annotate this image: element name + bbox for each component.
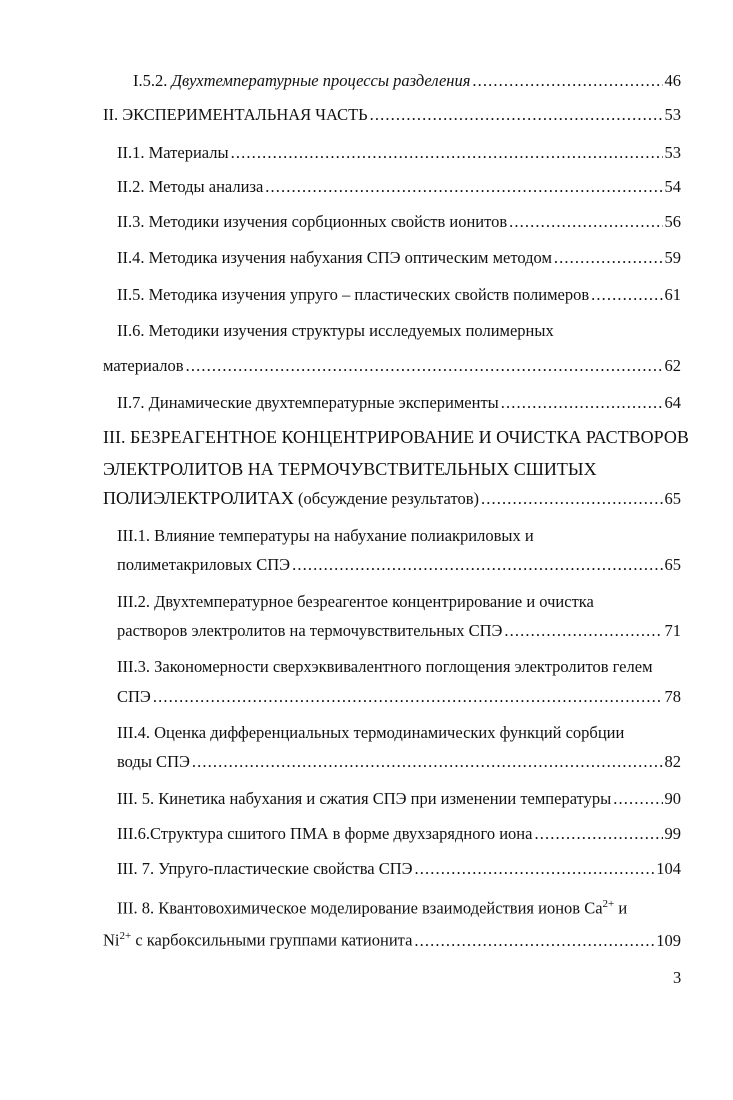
toc-entry-page: 56	[664, 212, 681, 231]
dot-leader	[591, 284, 662, 306]
toc-entry-title: III. 7. Упруго-пластические свойства СПЭ	[117, 859, 413, 878]
toc-entry	[103, 487, 681, 510]
dot-leader	[192, 751, 663, 773]
toc-entry	[117, 751, 681, 773]
toc-entry-title: II.7. Динамические двухтемпературные эксперименты	[117, 393, 499, 412]
toc-entry-title: II.2. Методы анализа	[117, 177, 264, 196]
dot-leader	[504, 620, 662, 642]
toc-entry-page: 64	[664, 393, 681, 412]
toc-entry	[117, 392, 681, 414]
toc-entry-page: 61	[664, 285, 681, 304]
dot-leader	[534, 823, 662, 845]
dot-leader	[481, 488, 663, 510]
toc-entry-title-line2: Ni	[103, 930, 120, 950]
toc-entry-title-line2: полиметакриловых СПЭ	[117, 555, 291, 574]
toc-entry-title-line1: III.1. Влияние температуры на набухание полиакриловых и	[117, 526, 534, 545]
toc-entry	[103, 355, 681, 377]
toc-entry-number: I.5.2.	[133, 71, 172, 90]
dot-leader	[501, 392, 663, 414]
toc-entry-title: Двухтемпературные процессы разделения	[171, 71, 471, 90]
toc-entry	[103, 104, 681, 126]
toc-entry-title: III.6.Структура сшитого ПМА в форме двухзарядного иона	[117, 824, 533, 843]
superscript: 2+	[602, 898, 615, 910]
toc-entry	[133, 70, 681, 92]
dot-leader	[231, 142, 663, 164]
toc-entry-page: 104	[656, 859, 681, 878]
dot-leader	[370, 104, 663, 126]
dot-leader	[613, 788, 662, 810]
page-number: 3	[673, 968, 682, 987]
toc-entry	[117, 788, 681, 810]
toc-entry-page: 82	[664, 752, 681, 771]
toc-entry-title-line3: ПОЛИЭЛЕКТРОЛИТАХ	[103, 488, 294, 508]
toc-entry-page: 46	[664, 71, 681, 90]
toc-entry-title-line1: III.3. Закономерности сверхэквивалентного поглощения электролитов гелем	[117, 657, 653, 676]
toc-entry	[117, 554, 681, 576]
toc-entry	[117, 142, 681, 164]
toc-entry-page: 99	[664, 824, 681, 843]
toc-entry-page: 109	[656, 930, 681, 950]
toc-entry-page: 62	[664, 356, 681, 375]
toc-entry-title-line1: II.6. Методики изучения структуры исследуемых полимерных	[117, 321, 554, 340]
toc-entry-title-line1: III.4. Оценка дифференциальных термодинамических функций сорбции	[117, 723, 625, 742]
superscript: 2+	[119, 930, 132, 942]
dot-leader	[153, 686, 663, 708]
toc-entry	[117, 211, 681, 233]
toc-entry-page: 90	[664, 789, 681, 808]
dot-leader	[414, 930, 654, 952]
dot-leader	[415, 858, 655, 880]
toc-entry-page: 54	[664, 177, 681, 196]
toc-entry-page: 65	[664, 489, 681, 508]
dot-leader	[265, 176, 662, 198]
toc-entry-title-line2: растворов электролитов на термочувствительных СПЭ	[117, 621, 503, 640]
toc-entry-title: II.4. Методика изучения набухания СПЭ оптическим методом	[117, 248, 552, 267]
toc-entry	[117, 823, 681, 845]
toc-entry-page: 59	[664, 248, 681, 267]
dot-leader	[472, 70, 662, 92]
toc-entry	[117, 284, 681, 306]
toc-entry: $Ni^{2+}$ с карбоксильными группами катионита . . . 109	[103, 925, 681, 952]
toc-entry	[117, 686, 681, 708]
toc-entry-title: II.1. Материалы	[117, 143, 229, 162]
toc-entry-page: 53	[664, 105, 681, 124]
toc-entry-title-line2: материалов	[103, 356, 184, 375]
toc-entry-page: 53	[664, 143, 681, 162]
dot-leader	[292, 554, 662, 576]
toc-entry-title: II.3. Методики изучения сорбционных свойств ионитов	[117, 212, 508, 231]
dot-leader	[186, 355, 663, 377]
toc-entry	[117, 620, 681, 642]
toc-entry-title: II.5. Методика изучения упруго – пластических свойств полимеров	[117, 285, 590, 304]
toc-entry	[117, 858, 681, 880]
toc-entry-title-line1: III. БЕЗРЕАГЕНТНОЕ КОНЦЕНТРИРОВАНИЕ И ОЧИСТКА РАСТВОРОВ	[103, 427, 689, 447]
toc-entry-title-line2: воды СПЭ	[117, 752, 190, 771]
dot-leader	[554, 247, 663, 269]
dot-leader	[509, 211, 662, 233]
toc-entry-title-line2: СПЭ	[117, 687, 151, 706]
toc-entry-title: III. 5. Кинетика набухания и сжатия СПЭ при изменении температуры	[117, 789, 612, 808]
toc-entry-title-line1: III. 8. Квантовохимическое моделирование взаимодействия ионов $Ca^{2+}$ и	[117, 898, 628, 918]
toc-entry-page: 71	[664, 621, 681, 640]
toc-entry-title-line1: III.2. Двухтемпературное безреагентое концентрирование и очистка	[117, 592, 594, 611]
toc-entry-page: 78	[664, 687, 681, 706]
toc-entry-page: 65	[664, 555, 681, 574]
toc-entry	[117, 247, 681, 269]
toc-entry-title-line2: ЭЛЕКТРОЛИТОВ НА ТЕРМОЧУВСТВИТЕЛЬНЫХ СШИТЫХ	[103, 459, 597, 479]
toc-entry-subtitle: (обсуждение результатов)	[293, 489, 479, 508]
toc-entry-title: II. ЭКСПЕРИМЕНТАЛЬНАЯ ЧАСТЬ	[103, 105, 368, 124]
toc-entry	[117, 176, 681, 198]
